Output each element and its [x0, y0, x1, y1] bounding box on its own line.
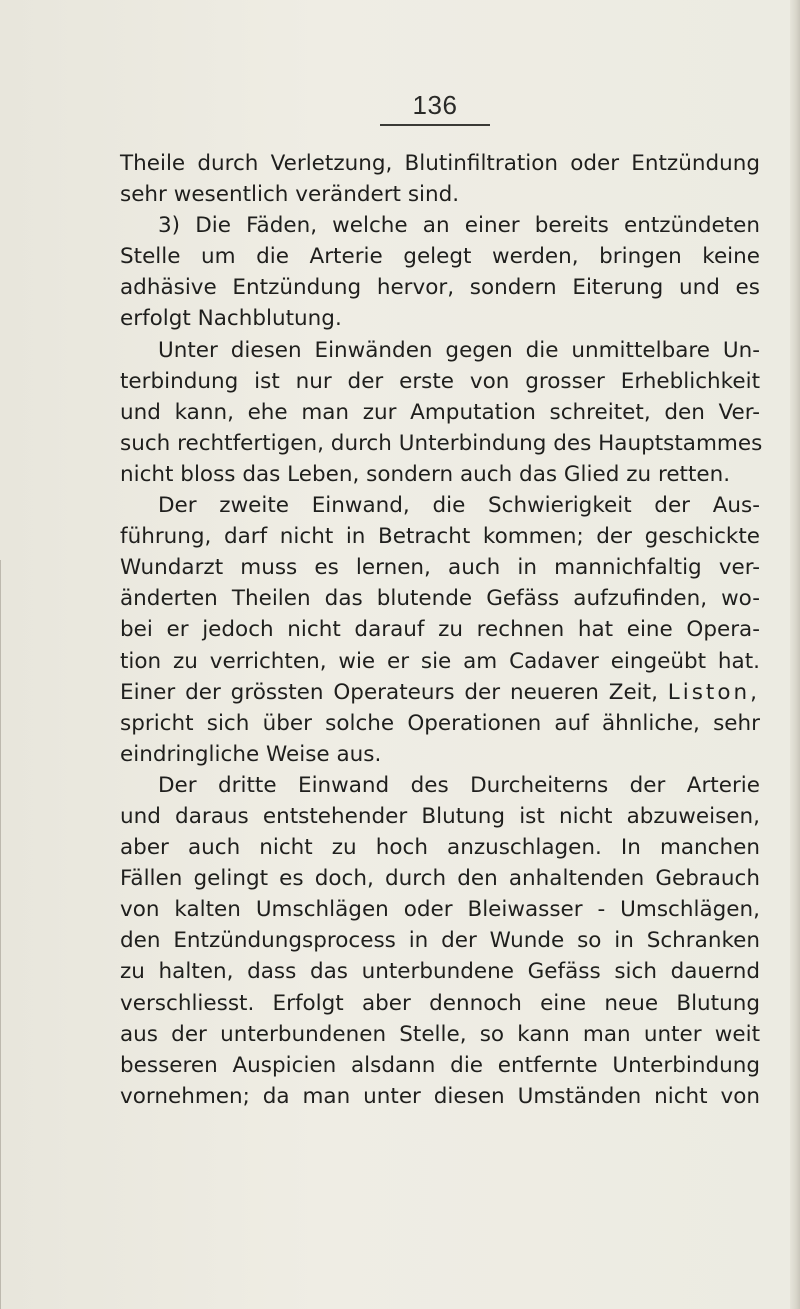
text-line: bei er jedoch nicht darauf zu rechnen hat eine Opera-	[120, 617, 760, 643]
page-number: 136	[412, 90, 458, 120]
text-line: tion zu verrichten, wie er sie am Cadaver eingeübt hat.	[120, 648, 760, 674]
text-line: besseren Auspicien alsdann die entfernte Unterbindung	[120, 1052, 760, 1078]
left-margin-edge	[0, 560, 11, 1309]
text-line: und daraus entstehender Blutung ist nicht abzuweisen,	[120, 803, 760, 829]
text-line-prefix: Einer der grössten Operateurs der neueren Zeit,	[120, 679, 658, 705]
text-line: sehr wesentlich verändert sind.	[120, 182, 460, 208]
text-line: spricht sich über solche Operationen auf ähnliche, sehr	[120, 710, 760, 736]
text-line: adhäsive Entzündung hervor, sondern Eiterung und es	[120, 275, 760, 301]
text-line: Wundarzt muss es lernen, auch in mannichfaltig ver-	[120, 555, 760, 581]
text-line: such rechtfertigen, durch Unterbindung des Hauptstammes	[120, 430, 763, 456]
text-line: Der zweite Einwand, die Schwierigkeit der Aus-	[158, 493, 760, 519]
text-line: und kann, ehe man zur Amputation schreitet, den Ver-	[120, 399, 760, 425]
page-number-rule	[380, 124, 490, 126]
text-line: 3) Die Fäden, welche an einer bereits entzündeten	[158, 213, 760, 239]
text-line: Theile durch Verletzung, Blutinfiltration oder Entzündung	[120, 151, 760, 176]
person-name: Liston,	[667, 679, 760, 705]
text-line: Stelle um die Arterie gelegt werden, bringen keine	[120, 244, 760, 270]
text-line: vornehmen; da man unter diesen Umständen nicht von	[120, 1083, 760, 1109]
text-line: nicht bloss das Leben, sondern auch das Glied zu retten.	[120, 461, 731, 487]
text-line: zu halten, dass das unterbundene Gefäss sich dauernd	[120, 959, 760, 985]
text-line: erfolgt Nachblutung.	[120, 306, 342, 332]
text-line: Fällen gelingt es doch, durch den anhaltenden Gebrauch	[120, 866, 760, 892]
page-edge-shadow	[790, 0, 800, 1309]
text-line: terbindung ist nur der erste von grosser Erheblichkeit	[120, 368, 760, 394]
page-header	[380, 90, 490, 126]
text-line: eindringliche Weise aus.	[120, 741, 382, 767]
text-line: führung, darf nicht in Betracht kommen; der geschickte	[120, 524, 760, 550]
text-line: aber auch nicht zu hoch anzuschlagen. In manchen	[120, 835, 760, 861]
text-line: aus der unterbundenen Stelle, so kann man unter weit	[120, 1021, 760, 1047]
text-line: Unter diesen Einwänden gegen die unmittelbare Un-	[158, 337, 760, 363]
body-text	[120, 148, 763, 1112]
text-line-with-name	[120, 677, 760, 708]
text-line: den Entzündungsprocess in der Wunde so in Schranken	[120, 928, 760, 954]
text-line: änderten Theilen das blutende Gefäss aufzufinden, wo-	[120, 586, 760, 612]
text-line: von kalten Umschlägen oder Bleiwasser - Umschlägen,	[120, 897, 760, 923]
text-line: verschliesst. Erfolgt aber dennoch eine neue Blutung	[120, 990, 760, 1016]
text-line: Der dritte Einwand des Durcheiterns der Arterie	[158, 772, 760, 798]
